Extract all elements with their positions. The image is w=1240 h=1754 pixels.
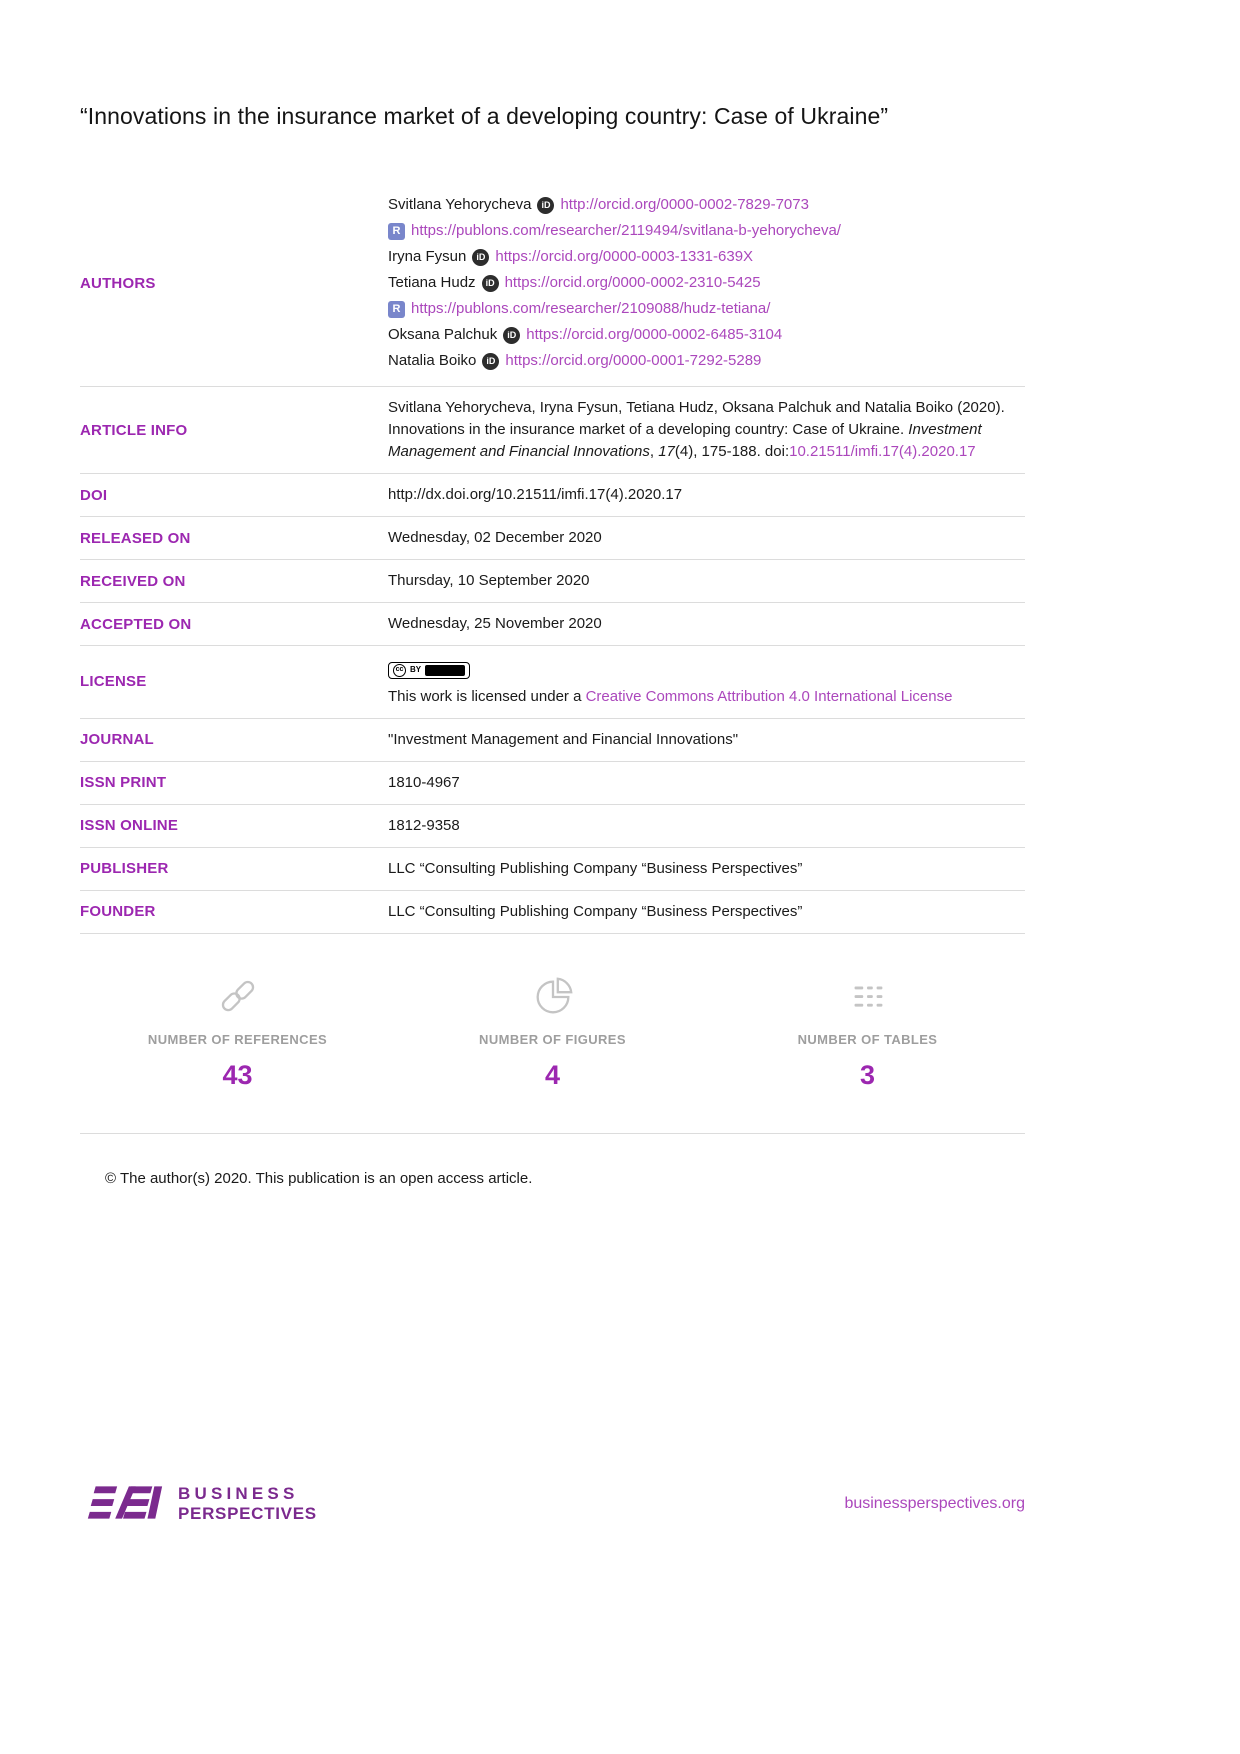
info-table (80, 180, 1025, 934)
received-on-value: Thursday, 10 September 2020 (388, 572, 590, 589)
pie-chart-icon (530, 974, 576, 1020)
publons-link[interactable]: https://publons.com/researcher/2109088/hudz-tetiana/ (411, 300, 771, 317)
cc-bar (425, 665, 465, 676)
orcid-link[interactable]: https://orcid.org/0000-0002-2310-5425 (504, 274, 761, 291)
author-name: Oksana Palchuk (388, 326, 498, 343)
license-value (388, 656, 1025, 708)
orcid-icon: iD (537, 197, 554, 214)
row-issn-online (80, 805, 1025, 848)
publisher-logo-icon (80, 1478, 168, 1530)
citation-doi-link[interactable]: 10.21511/imfi.17(4).2020.17 (789, 443, 976, 460)
business-perspectives-logo (80, 1478, 317, 1530)
journal-value: "Investment Management and Financial Innovations" (388, 730, 739, 748)
released-on-label: RELEASED ON (80, 529, 191, 547)
cc-circle-icon: cc (393, 664, 406, 677)
article-title: “Innovations in the insurance market of a developing country: Case of Ukraine” (80, 103, 889, 129)
orcid-link[interactable]: https://orcid.org/0000-0001-7292-5289 (505, 352, 762, 369)
orcid-icon: iD (482, 353, 499, 370)
authors-label: AUTHORS (80, 274, 156, 292)
row-license (80, 646, 1025, 719)
citation-text: Svitlana Yehorycheva, Iryna Fysun, Tetiana Hudz, Oksana Palchuk and Natalia Boiko (2020). Innovations in the insurance market of a developing country: Case of Ukraine. (388, 399, 1005, 438)
citation-journal: Investment Management and Financial Innovations (388, 421, 982, 460)
row-accepted-on (80, 603, 1025, 646)
issn-online-label: ISSN ONLINE (80, 817, 179, 834)
stat-label: NUMBER OF REFERENCES (147, 1031, 328, 1047)
stat-value: 3 (859, 1059, 876, 1090)
author-name: Tetiana Hudz (388, 274, 476, 291)
article-info-label: ARTICLE INFO (80, 421, 188, 439)
orcid-icon: iD (482, 275, 499, 292)
issn-print-label: ISSN PRINT (80, 774, 167, 791)
content (80, 103, 1025, 1187)
stat-references (80, 974, 395, 1091)
accepted-on-value: Wednesday, 25 November 2020 (388, 615, 602, 632)
article-info-text: Svitlana Yehorycheva, Iryna Fysun, Tetiana Hudz, Oksana Palchuk and Natalia Boiko (2020). Innovations in the insurance market of a developing country: Case of Ukraine. Investment Management and Financial Innovations, 17(4), 175-188. doi:10.21511/imfi.17(4).2020.17 (388, 399, 1005, 460)
copyright-notice: © The author(s) 2020. This publication is an open access article. (105, 1169, 533, 1187)
publisher-logo-text (178, 1484, 317, 1525)
stats (80, 974, 1025, 1134)
stat-label: NUMBER OF TABLES (797, 1031, 938, 1047)
author-name: Natalia Boiko (388, 352, 477, 369)
row-released-on (80, 517, 1025, 560)
license-link[interactable]: Creative Commons Attribution 4.0 International License (585, 687, 953, 705)
author-line (388, 244, 1025, 270)
link-icon (215, 974, 261, 1020)
doi-value: http://dx.doi.org/10.21511/imfi.17(4).2020.17 (388, 486, 683, 503)
stat-figures (395, 974, 710, 1091)
publons-icon: R (388, 223, 405, 240)
publons-icon: R (388, 301, 405, 318)
stat-tables (710, 974, 1025, 1091)
orcid-link[interactable]: http://orcid.org/0000-0002-7829-7073 (560, 196, 809, 213)
logo-line-2: PERSPECTIVES (178, 1504, 317, 1523)
stat-value: 4 (544, 1059, 561, 1090)
row-publisher (80, 848, 1025, 891)
issn-online-value: 1812-9358 (388, 816, 460, 834)
publisher-value: LLC “Consulting Publishing Company “Business Perspectives” (388, 859, 803, 877)
citation-volume: 17 (658, 443, 675, 460)
author-line (388, 322, 1025, 348)
journal-label: JOURNAL (80, 731, 154, 748)
table-icon (845, 974, 891, 1020)
row-authors (80, 180, 1025, 387)
row-received-on (80, 560, 1025, 603)
orcid-link[interactable]: https://orcid.org/0000-0002-6485-3104 (526, 326, 783, 343)
row-article-info (80, 387, 1025, 474)
publons-link[interactable]: https://publons.com/researcher/2119494/svitlana-b-yehorycheva/ (411, 222, 841, 239)
founder-label: FOUNDER (80, 903, 156, 920)
logo-line-1: BUSINESS (178, 1483, 299, 1503)
author-line (388, 192, 1025, 218)
orcid-icon: iD (472, 249, 489, 266)
authors-value (388, 192, 1025, 374)
orcid-icon: iD (503, 327, 520, 344)
row-issn-print (80, 762, 1025, 805)
publisher-label: PUBLISHER (80, 860, 169, 877)
publisher-site-link[interactable]: businessperspectives.org (844, 1495, 1025, 1512)
row-founder (80, 891, 1025, 934)
row-journal (80, 719, 1025, 762)
row-doi (80, 474, 1025, 517)
author-line (388, 270, 1025, 296)
footer (80, 1478, 1025, 1530)
released-on-value: Wednesday, 02 December 2020 (388, 529, 602, 546)
orcid-link[interactable]: https://orcid.org/0000-0003-1331-639X (495, 248, 754, 265)
author-name: Iryna Fysun (388, 248, 467, 265)
license-label: LICENSE (80, 673, 147, 691)
stat-value: 43 (222, 1059, 253, 1090)
author-line (388, 218, 1025, 244)
author-line (388, 296, 1025, 322)
license-text: This work is licensed under a Creative Commons Attribution 4.0 International License (388, 687, 953, 705)
received-on-label: RECEIVED ON (80, 572, 186, 590)
author-line (388, 348, 1025, 374)
founder-value: LLC “Consulting Publishing Company “Business Perspectives” (388, 902, 803, 920)
stat-label: NUMBER OF FIGURES (479, 1031, 626, 1047)
accepted-on-label: ACCEPTED ON (80, 615, 192, 633)
author-name: Svitlana Yehorycheva (388, 196, 532, 213)
issn-print-value: 1810-4967 (388, 773, 460, 791)
cc-by-badge-icon: cc BY (388, 662, 470, 679)
doi-label: DOI (80, 486, 108, 504)
